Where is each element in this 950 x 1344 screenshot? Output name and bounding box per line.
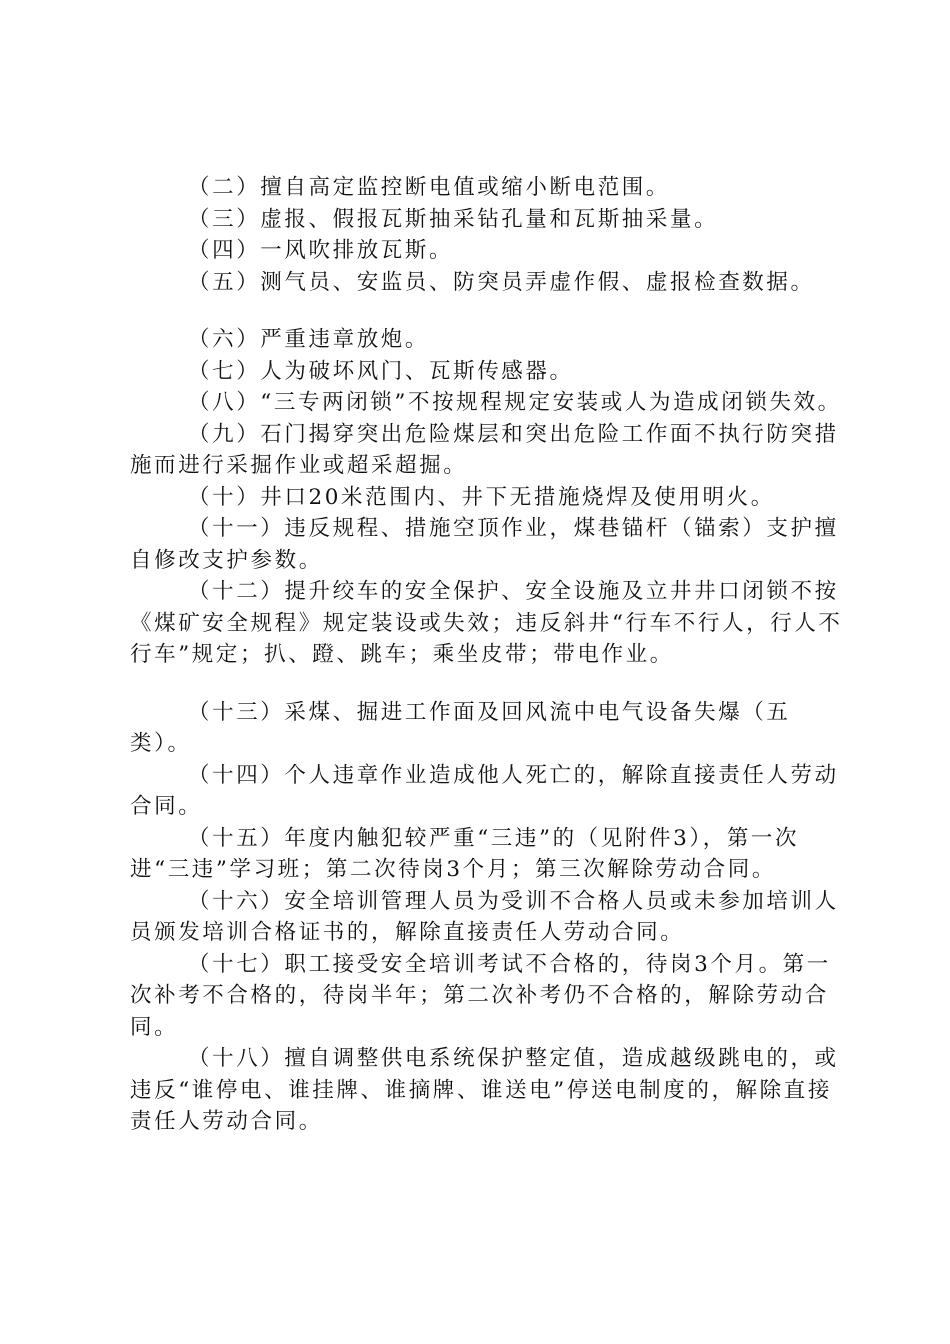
paragraph-11: （十一）违反规程、措施空顶作业，煤巷锚杆（锚索）支护擅自修改支护参数。 bbox=[130, 516, 839, 573]
paragraph-14: （十四）个人违章作业造成他人死亡的，解除直接责任人劳动合同。 bbox=[130, 762, 839, 819]
paragraph-18: （十八）擅自调整供电系统保护整定值，造成越级跳电的，或违反“谁停电、谁挂牌、谁摘牌、谁送电”停送电制度的，解除直接责任人劳动合同。 bbox=[130, 1046, 839, 1134]
paragraph-10: （十）井口20米范围内、井下无措施烧焊及使用明火。 bbox=[188, 484, 775, 510]
paragraph-5: （五）测气员、安监员、防突员弄虚作假、虚报检查数据。 bbox=[188, 269, 815, 295]
paragraph-2: （二）擅自高定监控断电值或缩小断电范围。 bbox=[188, 175, 671, 200]
paragraph-7: （七）人为破坏风门、瓦斯传感器。 bbox=[188, 358, 574, 384]
paragraph-16: （十六）安全培训管理人员为受训不合格人员或未参加培训人员颁发培训合格证书的，解除直接责任人劳动合同。 bbox=[130, 888, 839, 945]
paragraph-6: （六）严重违章放炮。 bbox=[188, 327, 430, 352]
paragraph-8: （八）“三专两闭锁”不按规程规定安装或人为造成闭锁失效。 bbox=[188, 390, 842, 415]
paragraph-13: （十三）采煤、掘进工作面及回风流中电气设备失爆（五类）。 bbox=[130, 699, 791, 756]
document-body bbox=[130, 172, 850, 1138]
paragraph-15: （十五）年度内触犯较严重“三违”的（见附件3），第一次进“三违”学习班；第二次待岗3个月；第三次解除劳动合同。 bbox=[130, 825, 800, 882]
paragraph-17: （十七）职工接受安全培训考试不合格的，待岗3个月。第一次补考不合格的，待岗半年；第二次补考仍不合格的，解除劳动合同。 bbox=[130, 951, 831, 1040]
paragraph-4: （四）一风吹排放瓦斯。 bbox=[188, 238, 454, 263]
paragraph-9: （九）石门揭穿突出危险煤层和突出危险工作面不执行防突措施而进行采掘作业或超采超掘。 bbox=[130, 421, 839, 478]
paragraph-3: （三）虚报、假报瓦斯抽采钻孔量和瓦斯抽采量。 bbox=[188, 206, 719, 232]
paragraph-12: （十二）提升绞车的安全保护、安全设施及立井井口闭锁不按《煤矿安全规程》规定装设或失效；违反斜井“行车不行人，行人不行车”规定；扒、蹬、跳车；乘坐皮带；带电作业。 bbox=[130, 579, 843, 667]
